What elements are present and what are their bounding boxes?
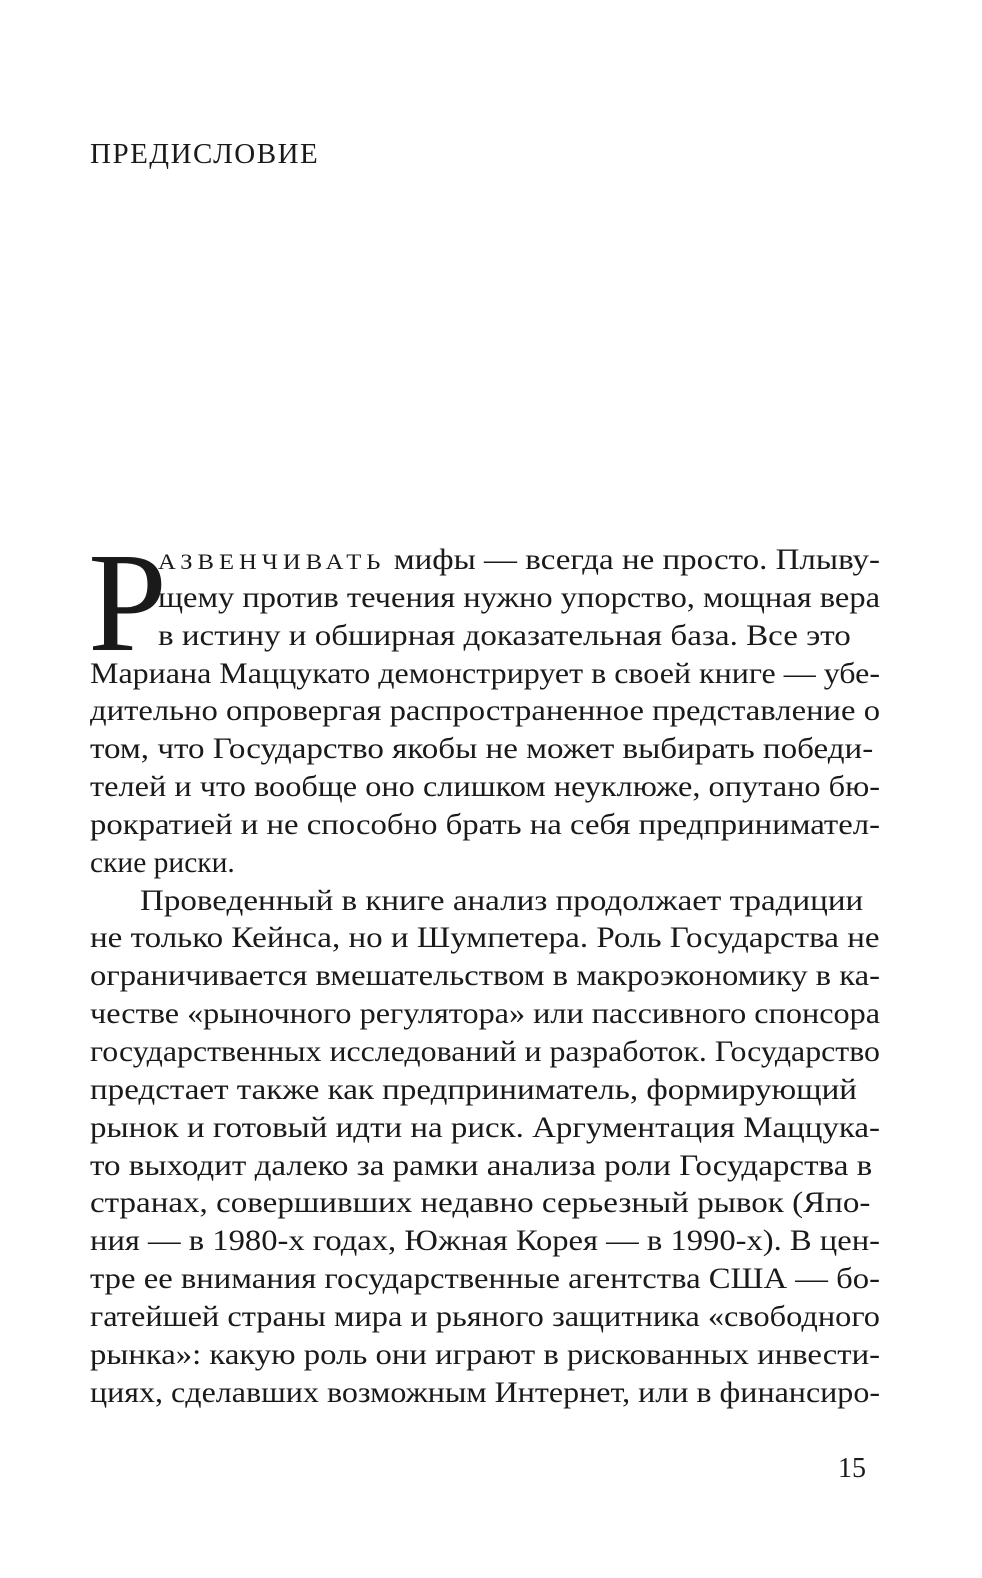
text-line bbox=[90, 656, 880, 694]
text-line-words: тре ее внимания государственные агентства США — бо- bbox=[90, 1263, 880, 1296]
text-line-content bbox=[90, 996, 880, 1034]
text-line-content bbox=[90, 807, 880, 845]
text-line-content bbox=[140, 883, 863, 921]
text-line-words: рынка»: какую роль они играют в рискованных инвести- bbox=[90, 1338, 880, 1371]
text-line-words: Проведенный в книге анализ продолжает традиции bbox=[140, 884, 864, 917]
text-line-words: рынок и готовый идти на риск. Аргументация Маццука- bbox=[90, 1111, 881, 1144]
text-line bbox=[90, 1072, 880, 1110]
text-line-content bbox=[90, 1375, 880, 1413]
text-line bbox=[90, 807, 880, 845]
text-line-words: предстает также как предприниматель, формирующий bbox=[90, 1073, 857, 1106]
text-line-content bbox=[90, 693, 880, 731]
drop-cap: Р bbox=[88, 523, 167, 681]
text-line bbox=[90, 1185, 880, 1223]
text-line-words: ограничивается вмешательством в макроэкономику в ка- bbox=[90, 960, 880, 993]
text-line-words: государственных исследований и разработок. Государство bbox=[90, 1035, 880, 1068]
text-line bbox=[90, 958, 880, 996]
text-line-words: то выходит далеко за рамки анализа роли Государства в bbox=[90, 1149, 873, 1182]
text-line bbox=[90, 731, 880, 769]
text-line-content bbox=[90, 1034, 880, 1072]
text-line bbox=[90, 1337, 880, 1375]
text-line bbox=[90, 1223, 880, 1261]
text-line-words: телей и что вообще оно слишком неуклюже, опутано бю- bbox=[90, 771, 881, 804]
text-line bbox=[90, 1148, 880, 1186]
text-line bbox=[90, 1375, 880, 1413]
text-line-words: дительно опровергая распространенное представление о bbox=[90, 695, 881, 728]
text-line-content bbox=[90, 769, 880, 807]
text-line-words: ские риски. bbox=[90, 846, 235, 879]
text-line bbox=[90, 1034, 880, 1072]
small-caps-lead: АЗВЕНЧИВАТЬ bbox=[158, 549, 386, 574]
text-line-content bbox=[90, 1110, 880, 1148]
text-line bbox=[90, 580, 880, 618]
text-line-content bbox=[90, 958, 880, 996]
text-line bbox=[90, 1299, 880, 1337]
text-line-words: мифы — всегда не просто. Плыву- bbox=[385, 544, 881, 576]
text-line-words: циях, сделавших возможным Интернет, или в финансиро- bbox=[90, 1376, 881, 1409]
text-line-content bbox=[158, 542, 880, 581]
text-line-content bbox=[90, 1299, 880, 1337]
text-line-words: в истину и обширная доказательная база. Все это bbox=[158, 619, 851, 652]
text-line-content bbox=[90, 1148, 872, 1186]
text-line bbox=[90, 883, 880, 921]
text-line bbox=[90, 693, 880, 731]
text-line-words: не только Кейнса, но и Шумпетера. Роль Государства не bbox=[90, 922, 880, 955]
text-line-content bbox=[90, 1223, 880, 1261]
text-line-content bbox=[90, 1261, 880, 1299]
text-line-words: рократией и не способно брать на себя предпринимател- bbox=[90, 808, 880, 841]
text-line bbox=[90, 996, 880, 1034]
text-line-content bbox=[158, 618, 851, 656]
text-line bbox=[90, 1261, 880, 1299]
text-line-content bbox=[90, 920, 880, 958]
text-line-words: щему против течения нужно упорство, мощная вера bbox=[158, 581, 881, 614]
section-title: ПРЕДИСЛОВИЕ bbox=[90, 138, 320, 170]
text-line bbox=[90, 769, 880, 807]
text-line bbox=[90, 920, 880, 958]
text-line-words: ния — в 1980-х годах, Южная Корея — в 1990-х). В цен- bbox=[90, 1225, 881, 1258]
text-line-words: честве «рыночного регулятора» или пассивного спонсора bbox=[90, 998, 881, 1031]
text-line bbox=[90, 618, 880, 656]
text-line bbox=[90, 1110, 880, 1148]
text-line-content bbox=[90, 656, 880, 694]
text-line bbox=[90, 542, 880, 580]
text-line-words: гатейшей страны мира и рьяного защитника «свободного bbox=[90, 1300, 881, 1333]
text-line-words: том, что Государство якобы не может выбирать победи- bbox=[90, 733, 874, 766]
page-number: 15 bbox=[838, 1453, 866, 1484]
text-line-content bbox=[90, 1337, 880, 1375]
text-line bbox=[90, 845, 880, 883]
body-text bbox=[90, 542, 880, 1412]
text-line-content bbox=[90, 1185, 870, 1223]
text-line-content bbox=[90, 731, 873, 769]
text-line-content bbox=[158, 580, 880, 618]
text-line-content bbox=[90, 1072, 857, 1110]
text-line-words: Мариана Маццукато демонстрирует в своей книге — убе- bbox=[90, 657, 881, 690]
text-line-words: странах, совершивших недавно серьезный рывок (Япо- bbox=[90, 1187, 871, 1220]
text-line-content bbox=[90, 845, 235, 883]
